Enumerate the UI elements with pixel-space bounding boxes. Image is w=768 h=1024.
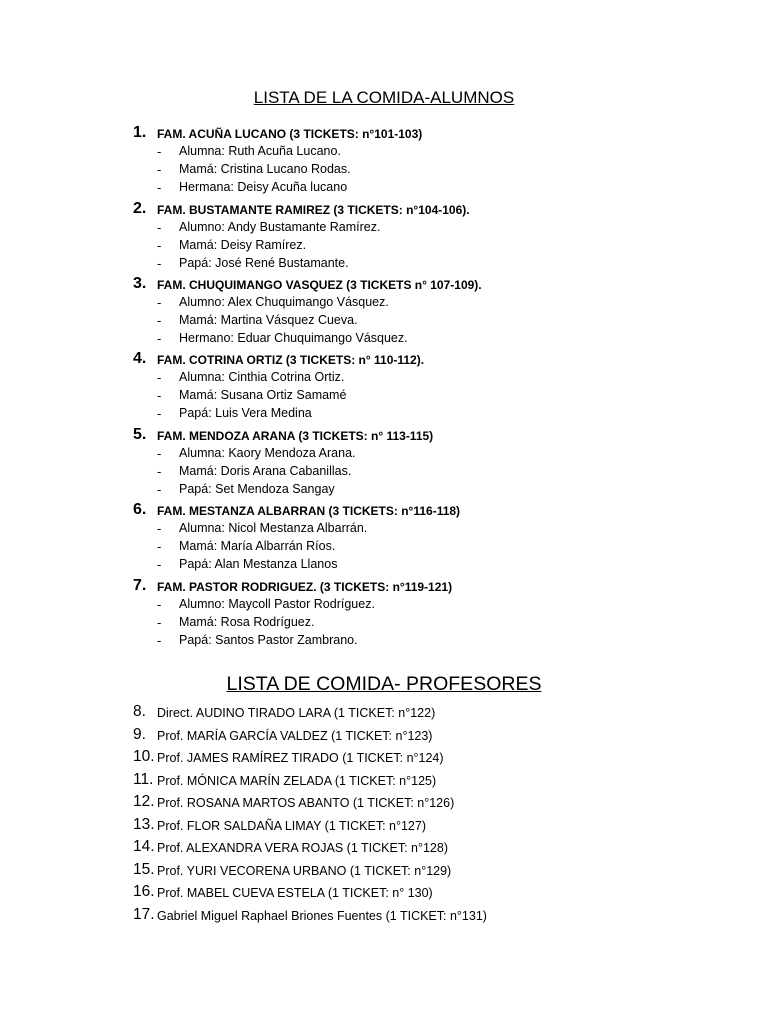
- family-member-text: Alumno: Maycoll Pastor Rodríguez.: [179, 597, 375, 611]
- teacher-entry: [0, 725, 768, 745]
- family-number: 5.: [133, 426, 147, 443]
- family-member-text: Mamá: Doris Arana Cabanillas.: [179, 464, 352, 478]
- dash-bullet: -: [157, 370, 162, 385]
- family-member-item: [0, 614, 768, 631]
- family-number: 3.: [133, 275, 147, 292]
- family-member-item: [0, 538, 768, 555]
- dash-bullet: -: [157, 557, 162, 572]
- dash-bullet: -: [157, 615, 162, 630]
- family-member-text: Papá: Luis Vera Medina: [179, 406, 312, 420]
- dash-bullet: -: [157, 388, 162, 403]
- teacher-number: 11.: [133, 771, 154, 788]
- teacher-text: Prof. MARÍA GARCÍA VALDEZ (1 TICKET: n°123): [157, 729, 433, 743]
- dash-bullet: -: [157, 313, 162, 328]
- family-entry: [0, 275, 768, 293]
- family-member-item: [0, 237, 768, 254]
- dash-bullet: -: [157, 180, 162, 195]
- family-member-text: Mamá: Susana Ortiz Samamé: [179, 388, 347, 402]
- family-member-text: Papá: Santos Pastor Zambrano.: [179, 633, 358, 647]
- family-member-item: [0, 632, 768, 649]
- teacher-entry: [0, 837, 768, 857]
- teacher-number: 14.: [133, 838, 155, 855]
- family-member-item: [0, 219, 768, 236]
- family-member-text: Papá: Alan Mestanza Llanos: [179, 557, 338, 571]
- dash-bullet: -: [157, 597, 162, 612]
- teacher-number: 10.: [133, 748, 155, 765]
- family-member-item: [0, 312, 768, 329]
- teachers-list-title: LISTA DE COMIDA- PROFESORES: [226, 673, 542, 695]
- teacher-number: 16.: [133, 883, 155, 900]
- family-heading: FAM. BUSTAMANTE RAMIREZ (3 TICKETS: n°104-106).: [157, 203, 470, 217]
- teacher-text: Prof. FLOR SALDAÑA LIMAY (1 TICKET: n°127): [157, 819, 426, 833]
- family-number: 6.: [133, 501, 147, 518]
- teacher-text: Prof. JAMES RAMÍREZ TIRADO (1 TICKET: n°124): [157, 751, 444, 765]
- family-member-item: [0, 405, 768, 422]
- family-number: 1.: [133, 124, 147, 141]
- family-entry: [0, 426, 768, 444]
- teacher-text: Prof. MÓNICA MARÍN ZELADA (1 TICKET: n°125): [157, 774, 437, 788]
- family-member-item: [0, 520, 768, 537]
- teacher-entry: [0, 702, 768, 722]
- teacher-number: 15.: [133, 861, 155, 878]
- family-member-text: Hermano: Eduar Chuquimango Vásquez.: [179, 331, 408, 345]
- teacher-number: 12.: [133, 793, 155, 810]
- teacher-entry: [0, 860, 768, 880]
- dash-bullet: -: [157, 331, 162, 346]
- dash-bullet: -: [157, 295, 162, 310]
- teacher-entry: [0, 905, 768, 925]
- family-entry: [0, 124, 768, 142]
- teacher-text: Prof. ALEXANDRA VERA ROJAS (1 TICKET: n°128): [157, 841, 448, 855]
- teacher-text: Gabriel Miguel Raphael Briones Fuentes (1 TICKET: n°131): [157, 909, 487, 923]
- teacher-entry: [0, 792, 768, 812]
- family-member-item: [0, 463, 768, 480]
- family-number: 7.: [133, 577, 147, 594]
- family-member-item: [0, 596, 768, 613]
- dash-bullet: -: [157, 464, 162, 479]
- family-heading: FAM. MESTANZA ALBARRAN (3 TICKETS: n°116-118): [157, 504, 461, 518]
- teacher-text: Prof. ROSANA MARTOS ABANTO (1 TICKET: n°126): [157, 796, 455, 810]
- family-heading: FAM. PASTOR RODRIGUEZ. (3 TICKETS: n°119-121): [157, 580, 453, 594]
- family-heading: FAM. MENDOZA ARANA (3 TICKETS: n° 113-115): [157, 429, 434, 443]
- teacher-entry: [0, 770, 768, 790]
- family-member-text: Mamá: Rosa Rodríguez.: [179, 615, 315, 629]
- family-member-text: Mamá: Deisy Ramírez.: [179, 238, 307, 252]
- family-member-item: [0, 294, 768, 311]
- family-heading: FAM. ACUÑA LUCANO (3 TICKETS: n°101-103): [157, 127, 423, 141]
- family-entry: [0, 200, 768, 218]
- family-member-text: Alumna: Cinthia Cotrina Ortiz.: [179, 370, 345, 384]
- dash-bullet: -: [157, 162, 162, 177]
- family-member-item: [0, 445, 768, 462]
- family-member-item: [0, 255, 768, 272]
- family-member-text: Mamá: Martina Vásquez Cueva.: [179, 313, 358, 327]
- family-number: 2.: [133, 200, 147, 217]
- teacher-number: 13.: [133, 816, 155, 833]
- family-member-item: [0, 143, 768, 160]
- family-member-item: [0, 330, 768, 347]
- teacher-text: Prof. YURI VECORENA URBANO (1 TICKET: n°129): [157, 864, 452, 878]
- family-member-item: [0, 179, 768, 196]
- dash-bullet: -: [157, 633, 162, 648]
- dash-bullet: -: [157, 144, 162, 159]
- dash-bullet: -: [157, 539, 162, 554]
- family-member-text: Alumna: Kaory Mendoza Arana.: [179, 446, 356, 460]
- family-entry: [0, 350, 768, 368]
- dash-bullet: -: [157, 220, 162, 235]
- family-member-text: Mamá: María Albarrán Ríos.: [179, 539, 336, 553]
- dash-bullet: -: [157, 521, 162, 536]
- family-member-text: Mamá: Cristina Lucano Rodas.: [179, 162, 351, 176]
- family-member-item: [0, 387, 768, 404]
- family-entry: [0, 501, 768, 519]
- dash-bullet: -: [157, 406, 162, 421]
- family-member-text: Alumna: Ruth Acuña Lucano.: [179, 144, 341, 158]
- family-heading: FAM. CHUQUIMANGO VASQUEZ (3 TICKETS n° 107-109).: [157, 278, 482, 292]
- family-heading: FAM. COTRINA ORTIZ (3 TICKETS: n° 110-112).: [157, 353, 425, 367]
- teacher-entry: [0, 747, 768, 767]
- dash-bullet: -: [157, 238, 162, 253]
- family-entry: [0, 577, 768, 595]
- teacher-number: 9.: [133, 726, 146, 743]
- teacher-number: 8.: [133, 703, 146, 720]
- students-list-title: LISTA DE LA COMIDA-ALUMNOS: [253, 88, 515, 107]
- family-member-item: [0, 369, 768, 386]
- family-member-text: Papá: Set Mendoza Sangay: [179, 482, 335, 496]
- family-member-text: Alumno: Alex Chuquimango Vásquez.: [179, 295, 389, 309]
- family-member-text: Papá: José René Bustamante.: [179, 256, 349, 270]
- family-member-text: Alumno: Andy Bustamante Ramírez.: [179, 220, 381, 234]
- teacher-number: 17.: [133, 906, 155, 923]
- teacher-entry: [0, 815, 768, 835]
- family-number: 4.: [133, 350, 147, 367]
- dash-bullet: -: [157, 446, 162, 461]
- family-member-text: Alumna: Nicol Mestanza Albarrán.: [179, 521, 368, 535]
- teacher-text: Direct. AUDINO TIRADO LARA (1 TICKET: n°122): [157, 706, 436, 720]
- family-member-item: [0, 481, 768, 498]
- family-member-item: [0, 556, 768, 573]
- teacher-entry: [0, 882, 768, 902]
- dash-bullet: -: [157, 256, 162, 271]
- family-member-text: Hermana: Deisy Acuña lucano: [179, 180, 348, 194]
- dash-bullet: -: [157, 482, 162, 497]
- teacher-text: Prof. MABEL CUEVA ESTELA (1 TICKET: n° 130): [157, 886, 433, 900]
- family-member-item: [0, 161, 768, 178]
